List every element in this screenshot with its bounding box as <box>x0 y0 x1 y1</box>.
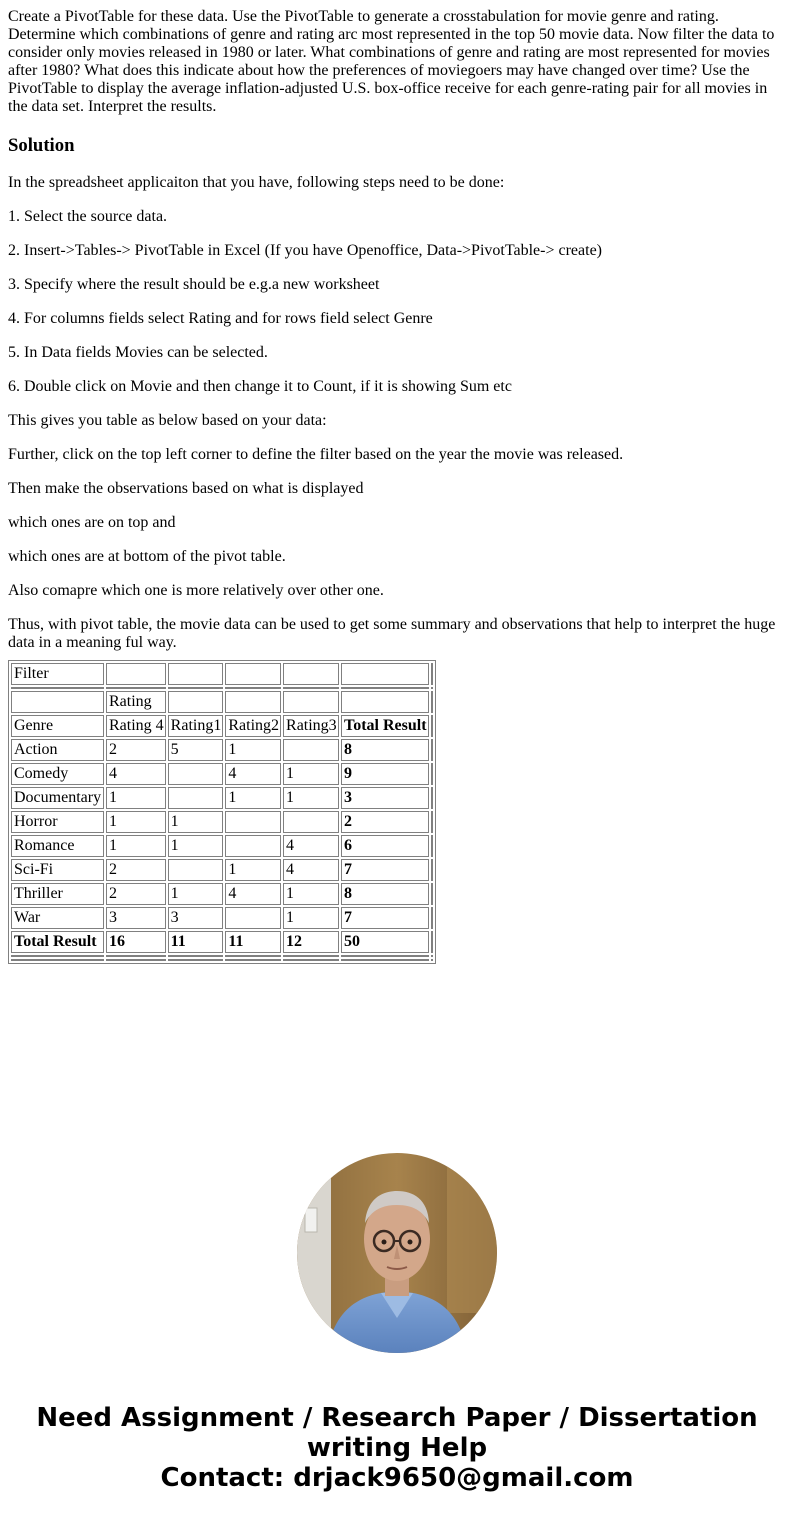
table-row <box>11 811 433 833</box>
column-header: Rating 4 <box>106 715 166 737</box>
empty-cell <box>283 687 339 689</box>
column-header: Rating3 <box>283 715 339 737</box>
empty-cell <box>341 687 429 689</box>
spacer-row <box>11 959 433 961</box>
count-cell: 1 <box>225 859 281 881</box>
empty-cell <box>341 955 429 957</box>
spacer-row <box>11 955 433 957</box>
empty-cell <box>11 955 104 957</box>
table-edge <box>431 835 433 857</box>
count-cell: 1 <box>283 883 339 905</box>
count-cell: 2 <box>106 859 166 881</box>
empty-cell <box>168 955 224 957</box>
count-cell <box>283 811 339 833</box>
total-cell: 16 <box>106 931 166 953</box>
empty-cell <box>168 663 224 685</box>
empty-cell <box>168 691 224 713</box>
table-edge <box>431 907 433 929</box>
table-row <box>11 883 433 905</box>
total-cell: 8 <box>341 739 429 761</box>
table-edge <box>431 715 433 737</box>
count-cell: 1 <box>168 811 224 833</box>
table-edge <box>431 687 433 689</box>
rating-header-row <box>11 691 433 713</box>
spacer-row <box>11 687 433 689</box>
count-cell: 4 <box>283 859 339 881</box>
table-edge <box>431 859 433 881</box>
filter-label: Filter <box>11 663 104 685</box>
count-cell: 1 <box>225 739 281 761</box>
count-cell: 1 <box>168 835 224 857</box>
table-edge <box>431 811 433 833</box>
step-3: 3. Specify where the result should be e.g.a new worksheet <box>8 276 380 293</box>
empty-cell <box>341 663 429 685</box>
count-cell: 1 <box>225 787 281 809</box>
total-cell: 8 <box>341 883 429 905</box>
table-edge <box>431 883 433 905</box>
promo-footer <box>0 1403 794 1493</box>
empty-cell <box>283 691 339 713</box>
column-header-row <box>11 715 433 737</box>
count-cell: 2 <box>106 739 166 761</box>
count-cell <box>168 787 224 809</box>
empty-cell <box>225 691 281 713</box>
filter-row <box>11 663 433 685</box>
table-edge <box>431 691 433 713</box>
step-1: 1. Select the source data. <box>8 208 168 225</box>
count-cell: 1 <box>106 811 166 833</box>
table-row <box>11 835 433 857</box>
step-5: 5. In Data fields Movies can be selected. <box>8 344 268 361</box>
table-edge <box>431 959 433 961</box>
compare-note: Also comapre which one is more relatively over other one. <box>8 582 384 599</box>
step-2: 2. Insert->Tables-> PivotTable in Excel (If you have Openoffice, Data->PivotTable-> create) <box>8 242 602 259</box>
empty-cell <box>106 955 166 957</box>
total-cell: 7 <box>341 859 429 881</box>
total-cell: 2 <box>341 811 429 833</box>
genre-cell: Horror <box>11 811 104 833</box>
document-body <box>8 8 786 964</box>
column-header: Rating1 <box>168 715 224 737</box>
count-cell: 1 <box>168 883 224 905</box>
promo-line-2: writing Help <box>306 1433 488 1463</box>
count-cell: 4 <box>106 763 166 785</box>
empty-cell <box>168 687 224 689</box>
column-header: Rating2 <box>225 715 281 737</box>
genre-label: Genre <box>11 715 104 737</box>
step-intro: In the spreadsheet applicaiton that you have, following steps need to be done: <box>8 174 505 191</box>
total-cell: 11 <box>225 931 281 953</box>
count-cell <box>225 907 281 929</box>
observation-note: Then make the observations based on what is displayed <box>8 480 364 497</box>
count-cell: 4 <box>225 883 281 905</box>
step-6: 6. Double click on Movie and then change it to Count, if it is showing Sum etc <box>8 378 512 395</box>
empty-cell <box>11 691 104 713</box>
empty-cell <box>106 959 166 961</box>
step-4: 4. For columns fields select Rating and for rows field select Genre <box>8 310 433 327</box>
total-cell: 3 <box>341 787 429 809</box>
table-intro: This gives you table as below based on your data: <box>8 412 327 429</box>
count-cell <box>168 859 224 881</box>
genre-cell: Action <box>11 739 104 761</box>
count-cell: 4 <box>283 835 339 857</box>
table-row <box>11 763 433 785</box>
count-cell <box>283 739 339 761</box>
total-cell: 7 <box>341 907 429 929</box>
table-edge <box>431 663 433 685</box>
empty-cell <box>283 663 339 685</box>
total-cell: 11 <box>168 931 224 953</box>
pivot-table <box>8 660 436 964</box>
bottom-note: which ones are at bottom of the pivot table. <box>8 548 286 565</box>
genre-cell: Thriller <box>11 883 104 905</box>
conclusion: Thus, with pivot table, the movie data can be used to get some summary and observations that help to interpret the huge data in a meaning ful way. <box>8 616 776 651</box>
empty-cell <box>106 687 166 689</box>
table-edge <box>431 763 433 785</box>
grand-total-cell: 50 <box>341 931 429 953</box>
genre-cell: Comedy <box>11 763 104 785</box>
empty-cell <box>168 959 224 961</box>
table-row <box>11 907 433 929</box>
count-cell: 4 <box>225 763 281 785</box>
genre-cell: Documentary <box>11 787 104 809</box>
table-row <box>11 739 433 761</box>
empty-cell <box>341 959 429 961</box>
column-header-total: Total Result <box>341 715 429 737</box>
count-cell: 1 <box>106 787 166 809</box>
table-edge <box>431 787 433 809</box>
portrait-image <box>297 1153 497 1353</box>
empty-cell <box>106 663 166 685</box>
count-cell: 1 <box>106 835 166 857</box>
author-photo <box>297 1153 497 1353</box>
solution-heading: Solution <box>8 135 75 156</box>
count-cell: 5 <box>168 739 224 761</box>
empty-cell <box>225 687 281 689</box>
table-edge <box>431 931 433 953</box>
table-edge <box>431 739 433 761</box>
total-cell: 12 <box>283 931 339 953</box>
genre-cell: Romance <box>11 835 104 857</box>
total-cell: 9 <box>341 763 429 785</box>
promo-contact: Contact: drjack9650@gmail.com <box>160 1463 634 1493</box>
promo-line-1: Need Assignment / Research Paper / Dissertation <box>36 1403 758 1433</box>
empty-cell <box>225 955 281 957</box>
rating-label: Rating <box>106 691 166 713</box>
top-note: which ones are on top and <box>8 514 176 531</box>
table-row <box>11 787 433 809</box>
total-row <box>11 931 433 953</box>
empty-cell <box>341 691 429 713</box>
empty-cell <box>283 959 339 961</box>
total-cell: 6 <box>341 835 429 857</box>
count-cell: 1 <box>283 907 339 929</box>
genre-cell: Sci-Fi <box>11 859 104 881</box>
count-cell <box>168 763 224 785</box>
count-cell <box>225 811 281 833</box>
count-cell: 3 <box>168 907 224 929</box>
empty-cell <box>283 955 339 957</box>
total-row-label: Total Result <box>11 931 104 953</box>
count-cell: 2 <box>106 883 166 905</box>
empty-cell <box>225 959 281 961</box>
table-edge <box>431 955 433 957</box>
count-cell: 1 <box>283 763 339 785</box>
count-cell: 1 <box>283 787 339 809</box>
question-text: Create a PivotTable for these data. Use the PivotTable to generate a crosstabulation for movie genre and rating. Determine which combinations of genre and rating arc most represented in the top 50 movie data. Now filter the data to consider only movies released in 1980 or later. What combinations of genre and rating are most represented for movies after 1980? What does this indicate about how the preferences of moviegoers may have changed over time? Use the PivotTable to display the average inflation-adjusted U.S. box-office receive for each genre-rating pair for all movies in the data set. Interpret the results. <box>8 8 775 115</box>
count-cell: 3 <box>106 907 166 929</box>
empty-cell <box>225 663 281 685</box>
empty-cell <box>11 687 104 689</box>
filter-note: Further, click on the top left corner to define the filter based on the year the movie was released. <box>8 446 624 463</box>
table-row <box>11 859 433 881</box>
count-cell <box>225 835 281 857</box>
empty-cell <box>11 959 104 961</box>
genre-cell: War <box>11 907 104 929</box>
